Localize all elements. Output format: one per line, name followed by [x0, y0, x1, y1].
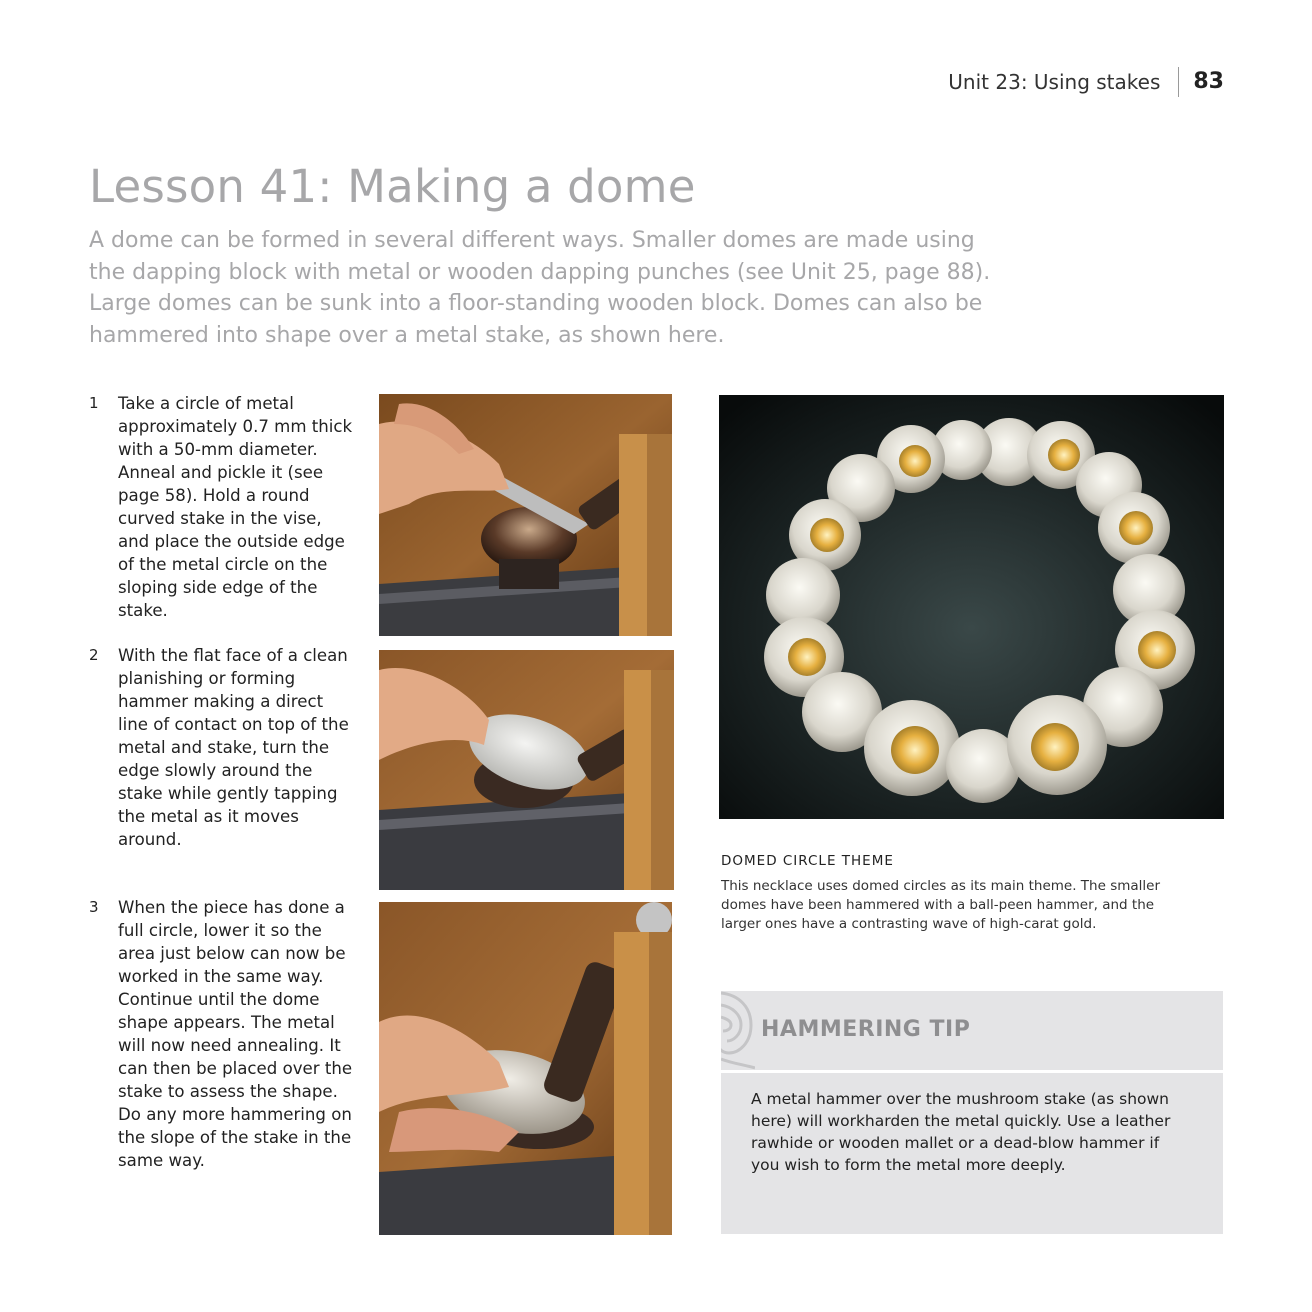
hammering-tip-box [721, 991, 1223, 1234]
step-number: 3 [89, 898, 99, 916]
step-3 [89, 896, 354, 1172]
step-1-photo [379, 394, 672, 636]
running-header [948, 64, 1224, 100]
step-1 [89, 392, 354, 622]
step-2 [89, 644, 354, 851]
step-text: When the piece has done a full circle, lower it so the area just below can now be worked in the same way. Continue until the dome shape appears. The metal will now need annealing. It can then be placed over the stake to assess the shape. Do any more hammering on the slope of the stake in the same way. [118, 898, 353, 1170]
tip-body: A metal hammer over the mushroom stake (as shown here) will workharden the metal quickly. Use a leather rawhide or wooden mallet or a dead-blow hammer if you wish to form the metal more deeply. [751, 1090, 1171, 1174]
spiral-icon [721, 991, 755, 1070]
tip-title: HAMMERING TIP [761, 1017, 971, 1042]
lesson-intro: A dome can be formed in several different ways. Smaller domes are made using the dapping block with metal or wooden dapping punches (see Unit 25, page 88). Large domes can be sunk into a floor-standing wooden block. Domes can also be hammered into shape over a metal stake, as shown here. [89, 228, 991, 348]
step-2-photo [379, 650, 674, 890]
necklace-photo [719, 395, 1224, 819]
unit-title: Unit 23: Using stakes [948, 70, 1161, 94]
page-number: 83 [1193, 69, 1224, 94]
step-number: 2 [89, 646, 99, 664]
tip-header [721, 991, 1223, 1073]
step-text: Take a circle of metal approximately 0.7 mm thick with a 50-mm diameter. Anneal and pickle it (see page 58). Hold a round curved stake in the vise, and place the outside edge of the metal circle on the sloping side edge of the stake. [118, 394, 353, 620]
lesson-title: Lesson 41: Making a dome [89, 160, 696, 213]
caption-body: This necklace uses domed circles as its main theme. The smaller domes have been hammered with a ball-peen hammer, and the larger ones have a contrasting wave of high-carat gold. [721, 878, 1161, 932]
caption-title: DOMED CIRCLE THEME [721, 853, 894, 869]
step-3-photo [379, 902, 672, 1235]
step-number: 1 [89, 394, 99, 412]
step-text: With the flat face of a clean planishing or forming hammer making a direct line of contact on top of the metal and stake, turn the edge slowly around the stake while gently tapping the metal as it moves around. [118, 646, 349, 849]
